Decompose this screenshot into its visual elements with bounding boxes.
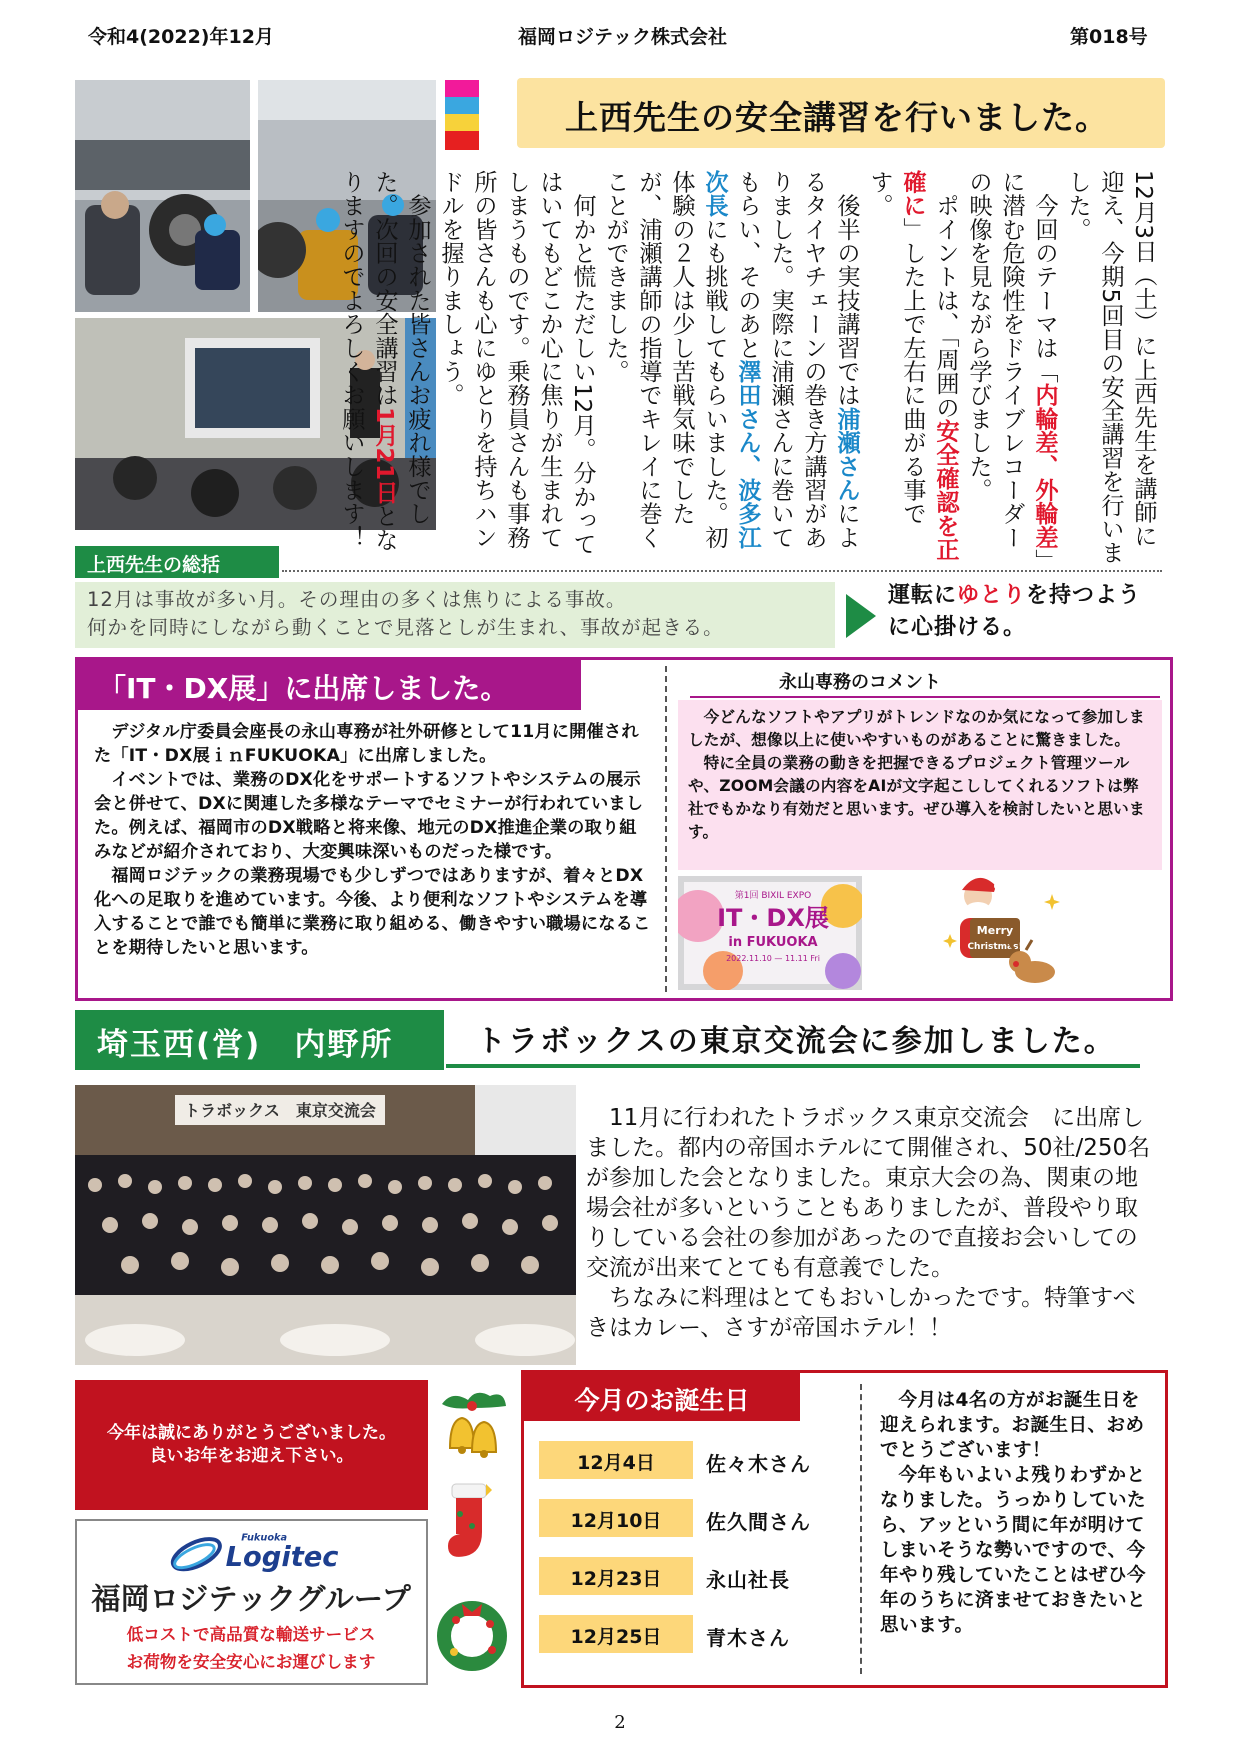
itdx-title: 「IT・DX展」に出席しました。 (78, 660, 581, 710)
christmas-text: Christmas! (967, 942, 1023, 952)
birthday-divider (860, 1384, 862, 1674)
poster-line-3: in FUKUOKA (728, 935, 818, 950)
poster-line-2: IT・DX展 (717, 904, 829, 932)
logo-tagline-1: 低コストで高品質な輸送サービス (126, 1625, 376, 1645)
poster-line-4: 2022.11.10 — 11.11 Fri (726, 954, 820, 963)
saitama-article: 11月に行われたトラボックス東京交流会 に出席しました。都内の帝国ホテルにて開催され、50社/250名が参加した会となりました。東京大会の為、関東の地場会社が多いということもありましたが、普段やり取りしている会社の参加があったので直接お会いしての交流が出来てとても有意義でした。 ちなみに料理はとてもおいしかったです。特筆すべきはカレー、さすが帝国ホテル！！ (586, 1105, 1151, 1341)
saitama-tab: 埼玉西(営) 内野所 (75, 1010, 444, 1070)
santa-reindeer-illustration (940, 874, 1064, 988)
issue-date: 令和4(2022)年12月 (88, 26, 274, 48)
summary-conclusion: 運転にゆとりを持つよう に心掛ける。 (888, 583, 1142, 640)
safety-title-banner (517, 78, 1165, 148)
bells-icon (432, 1386, 512, 1466)
wreath-icon (432, 1594, 512, 1674)
photo-tire-chain-demo (75, 80, 250, 312)
logo-brand-text: Logitec (225, 1541, 339, 1573)
comment-underline (690, 696, 1160, 698)
issue-number: 第018号 (1070, 26, 1148, 48)
logo-small-text: Fukuoka (241, 1532, 288, 1544)
safety-paragraph: 12月3日（土）に上西先生を講師に迎え、今期5回目の安全講習を行いました。 (1064, 170, 1157, 565)
birthday-title: 今月のお誕生日 (524, 1373, 800, 1421)
birthday-message: 今月は4名の方がお誕生日を迎えられます。お誕生日、おめでとうございます！ 今年もいよいよ残りわずかとなりました。うっかりしていたら、アッという間に年が明けてしまいそうな勢いですので、今年やり残していたことはぜひ今年のうちに済ませておきたいと思います。 (880, 1390, 1147, 1636)
safety-paragraph: 今回のテーマは「内輪差、外輪差」に潜む危険性をドライブレコーダーの映像を見ながら学びました。 (965, 170, 1058, 562)
saitama-title-underline (446, 1064, 1140, 1068)
birthday-date: 12月25日 (539, 1615, 693, 1653)
birthday-name: 青木さん (706, 1626, 790, 1650)
safety-paragraph: 何かと慌ただしい12月。分かってはいてもどこか心に焦りが生まれてしまうものです。乗務員さんも事務所の皆さんも心にゆとりを持ちハンドルを握りましょう。 (437, 170, 596, 557)
birthday-name: 佐久間さん (706, 1510, 811, 1534)
safety-paragraph: 後半の実技講習では浦瀬さんによるタイヤチェーンの巻き方講習がありました。実際に浦瀬さんに巻いてもらい、そのあと澤田さん、波多江次長にも挑戦してもらいました。初体験の２人は少し苦戦気味でしたが、浦瀬講師の指導でキレイに巻くことができました。 (602, 170, 860, 550)
birthday-date: 12月4日 (539, 1441, 693, 1479)
merry-text: Merry (976, 924, 1014, 937)
arrow-right-icon (846, 594, 876, 638)
safety-paragraph: ポイントは、「周囲の安全確認を正確に」した上で左右に曲がる事です。 (866, 170, 959, 562)
comment-title: 永山専務のコメント (779, 672, 941, 693)
poster-line-1: 第1回 BIXIL EXPO (734, 891, 812, 901)
meeting-banner: トラボックス 東京交流会 (184, 1101, 376, 1120)
itdx-article: デジタル庁委員会座長の永山専務が社外研修として11月に開催された「IT・DX展ｉｎFUKUOKA」に出席しました。 イベントでは、業務のDX化をサポートするソフトやシステムの展示会と併せて、DXに関連した多様なテーマでセミナーが行われていました。例えば、福岡市のDX戦略と将来像、地元のDX推進企業の取り組みなどが紹介されており、大変興味深いものだった様です。 福岡ロジテックの業務現場でも少しずつではありますが、着々とDX化への足取りを進めています。今後、より便利なソフトやシステムを導入することで誰でも簡単に業務に取り組める、働きやすい職場になることを期待したいと思います。 (94, 722, 651, 958)
summary-divider (282, 570, 1162, 572)
summary-tab: 上西先生の総括 (75, 546, 279, 578)
company-name: 福岡ロジテック株式会社 (518, 26, 728, 48)
logo-tagline-2: お荷物を安全安心にお運びします (126, 1652, 376, 1672)
column-divider (665, 666, 667, 992)
page-number: 2 (614, 1712, 626, 1733)
stocking-icon (442, 1480, 502, 1566)
summary-box (75, 582, 835, 648)
birthday-name: 永山社長 (706, 1568, 790, 1592)
color-bar-decoration (445, 80, 479, 150)
birthday-date: 12月23日 (539, 1557, 693, 1595)
company-logo-box (75, 1519, 428, 1685)
year-end-greeting: 今年は誠にありがとうございました。 良いお年をお迎え下さい。 (75, 1380, 428, 1510)
photo-itdx-poster (678, 876, 862, 990)
safety-article-vertical (338, 170, 1160, 565)
saitama-title: トラボックスの東京交流会に参加しました。 (476, 1024, 1116, 1059)
birthday-name: 佐々木さん (706, 1452, 811, 1476)
birthday-date: 12月10日 (539, 1499, 693, 1537)
summary-line: 12月は事故が多い月。その理由の多くは焦りによる事故。 (87, 588, 627, 611)
logo-group-name: 福岡ロジテックグループ (91, 1581, 411, 1616)
comment-box: 今どんなソフトやアプリがトレンドなのか気になって参加しましたが、想像以上に使いやすいものがあることに驚きました。 特に全員の業務の動きを把握できるプロジェクト管理ツールや、ZOOM会議の内容をAIが文字起こししてくれるソフトは弊社でもかなり有効だと思います。ぜひ導入を検討したいと思います。 (678, 700, 1162, 870)
safety-title: 上西先生の安全講習を行いました。 (565, 98, 1109, 137)
summary-line: 何かを同時にしながら動くことで見落としが生まれ、事故が起きる。 (87, 616, 724, 639)
photo-trabox-meeting (75, 1085, 576, 1365)
safety-paragraph: 参加された皆さんお疲れ様でした。次回の安全講習は1月21日となりますのでよろしくお願いします！ (338, 170, 431, 552)
logitec-logo (77, 1521, 426, 1683)
